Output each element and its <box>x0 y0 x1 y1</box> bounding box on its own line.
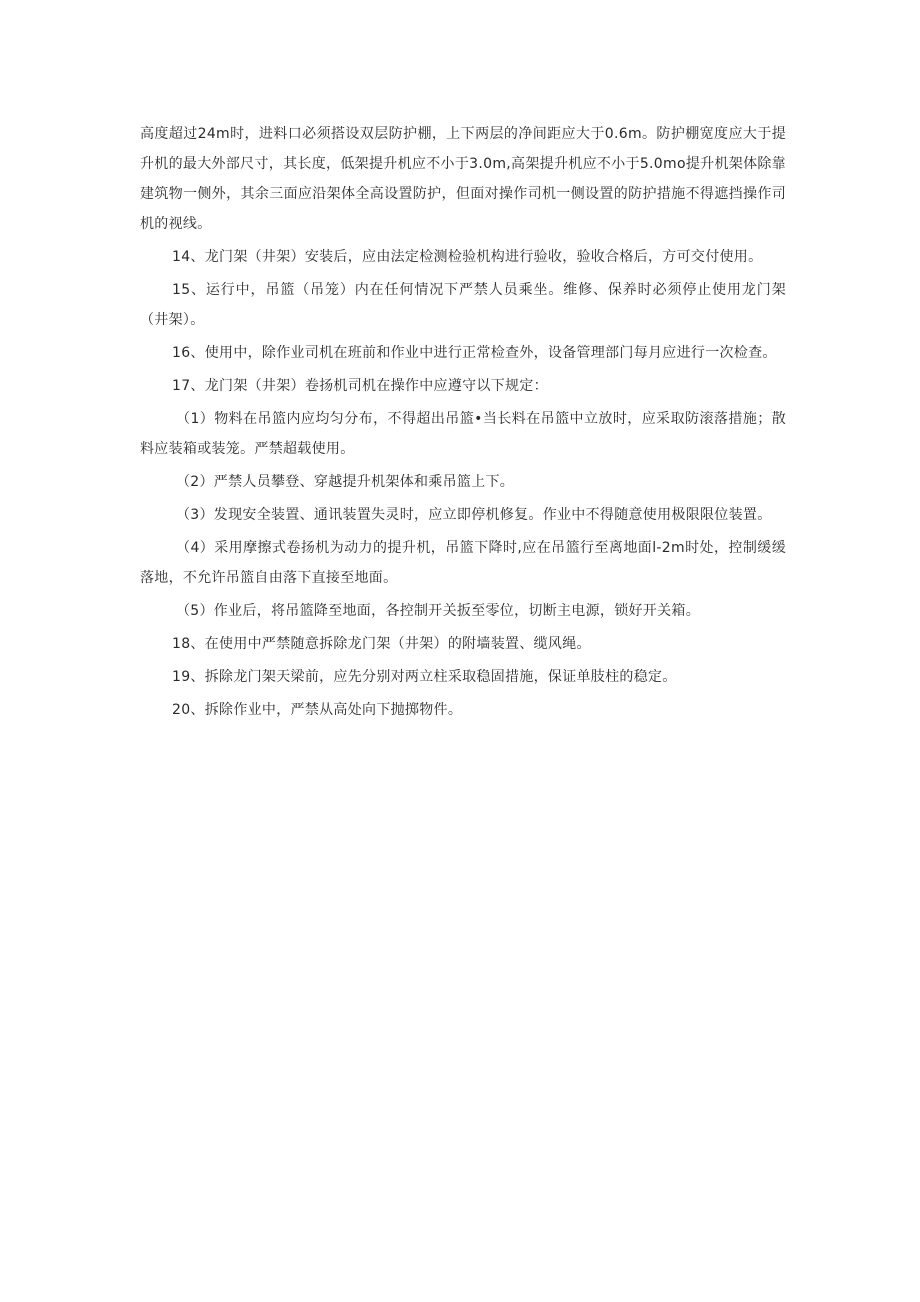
paragraph-continuation: 高度超过24m时，进料口必须搭设双层防护棚，上下两层的净间距应大于0.6m。防护棚宽度应大于提升机的最大外部尺寸，其长度，低架提升机应不小于3.0m,高架提升机应不小于5.0mo提升机架体除靠建筑物一侧外，其余三面应沿架体全高设置防护，但面对操作司机一侧设置的防护措施不得遮挡操作司机的视线。 <box>140 126 786 232</box>
paragraph-item-17: 17、龙门架（井架）卷扬机司机在操作中应遵守以下规定： <box>172 378 548 394</box>
paragraph-item-17-4: （4）采用摩擦式卷扬机为动力的提升机，吊篮下降时,应在吊篮行至离地面l-2m时处，控制缓缓落地，不允许吊篮自由落下直接至地面。 <box>140 540 786 586</box>
paragraph-item-17-2: （2）严禁人员攀登、穿越提升机架体和乘吊篮上下。 <box>176 474 515 490</box>
paragraph-item-17-5: （5）作业后，将吊篮降至地面，各控制开关扳至零位，切断主电源，锁好开关箱。 <box>176 603 701 619</box>
paragraph-item-17-1: （1）物料在吊篮内应均匀分布，不得超出吊篮•当长料在吊篮中立放时，应采取防滚落措施；散料应装箱或装笼。严禁超载使用。 <box>140 411 786 457</box>
paragraph-item-15: 15、运行中，吊篮（吊笼）内在任何情况下严禁人员乘坐。维修、保养时必须停止使用龙门架（井架）。 <box>140 282 786 328</box>
paragraph-item-20: 20、拆除作业中，严禁从高处向下抛掷物件。 <box>172 702 463 718</box>
paragraph-item-18: 18、在使用中严禁随意拆除龙门架（井架）的附墙装置、缆风绳。 <box>172 636 591 652</box>
document-body <box>140 119 786 725</box>
paragraph-item-17-3: （3）发现安全装置、通讯装置失灵时，应立即停机修复。作业中不得随意使用极限限位装置。 <box>176 507 772 523</box>
paragraph-item-14: 14、龙门架（井架）安装后，应由法定检测检验机构进行验收，验收合格后，方可交付使用。 <box>172 249 763 265</box>
paragraph-item-19: 19、拆除龙门架天梁前，应先分别对两立柱采取稳固措施，保证单肢柱的稳定。 <box>172 669 677 685</box>
paragraph-item-16: 16、使用中，除作业司机在班前和作业中进行正常检查外，设备管理部门每月应进行一次检查。 <box>172 345 777 361</box>
